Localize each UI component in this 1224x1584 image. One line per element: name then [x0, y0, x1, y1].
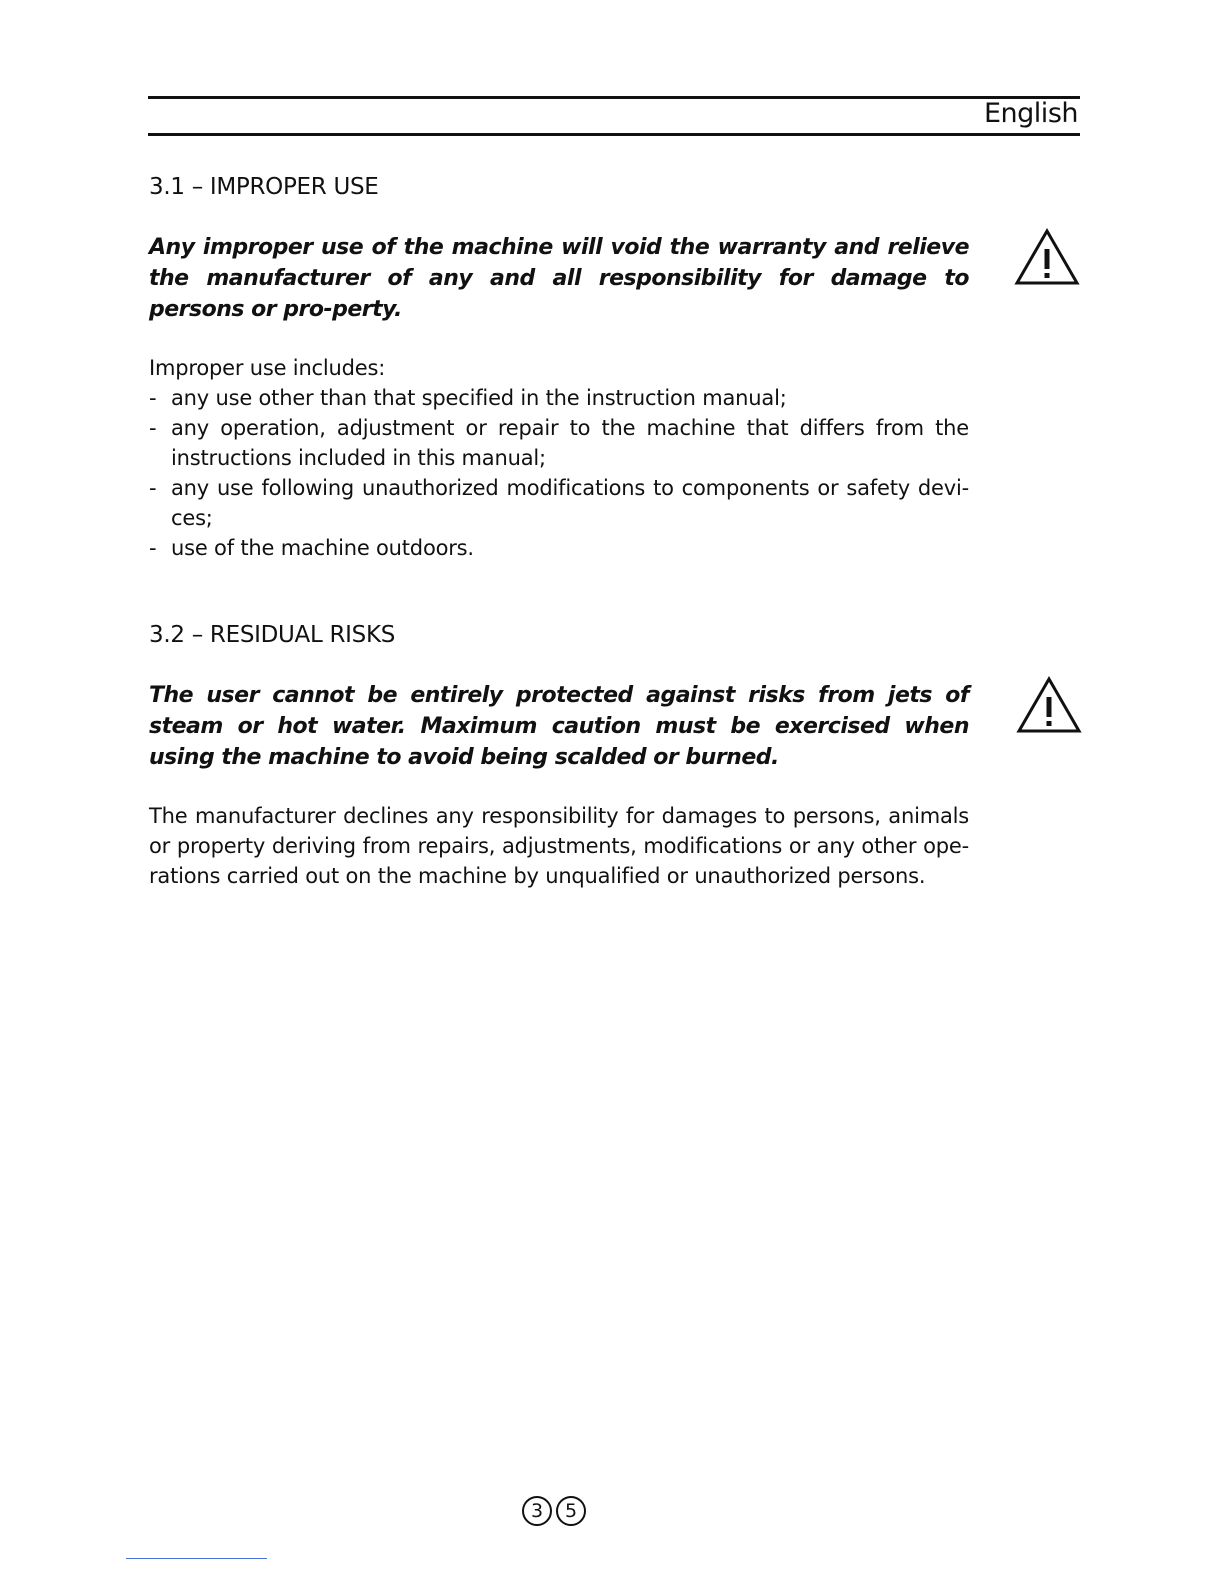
list-item: - use of the machine outdoors.: [149, 533, 969, 563]
page-number: [522, 1496, 586, 1526]
section-3-2-heading: 3.2 – RESIDUAL RISKS: [149, 622, 396, 648]
page-number-digit: 5: [556, 1496, 586, 1526]
language-label: English: [984, 98, 1078, 129]
list-item: - any use following unauthorized modifications to components or safety devi-ces;: [149, 473, 969, 533]
residual-risks-paragraph: The manufacturer declines any responsibility for damages to persons, animals or property deriving from repairs, adjustments, modifications or any other ope-rations carried out on the machine by unqualified or unauthorized persons.: [149, 804, 969, 888]
improper-use-intro: Improper use includes:: [149, 356, 386, 380]
improper-use-list: [149, 383, 969, 563]
page-number-digit: 3: [522, 1496, 552, 1526]
warning-triangle-icon: [1016, 676, 1082, 734]
section-3-1-warning-text: Any improper use of the machine will void the warranty and relieve the manufacturer of any and all responsibility for damage to persons or pro-perty.: [149, 235, 969, 322]
section-3-2-warning-text: The user cannot be entirely protected against risks from jets of steam or hot water. Maximum caution must be exercised when using the machine to avoid being scalded or burned.: [149, 683, 969, 770]
footer-divider: [126, 1558, 267, 1559]
header-rule-top: [148, 96, 1080, 99]
list-item: - any operation, adjustment or repair to the machine that differs from the instructions included in this manual;: [149, 413, 969, 473]
header-rule-bottom: [148, 133, 1080, 136]
warning-triangle-icon: [1014, 228, 1080, 286]
section-3-1-heading: 3.1 – IMPROPER USE: [149, 174, 379, 200]
list-item: - any use other than that specified in the instruction manual;: [149, 383, 969, 413]
